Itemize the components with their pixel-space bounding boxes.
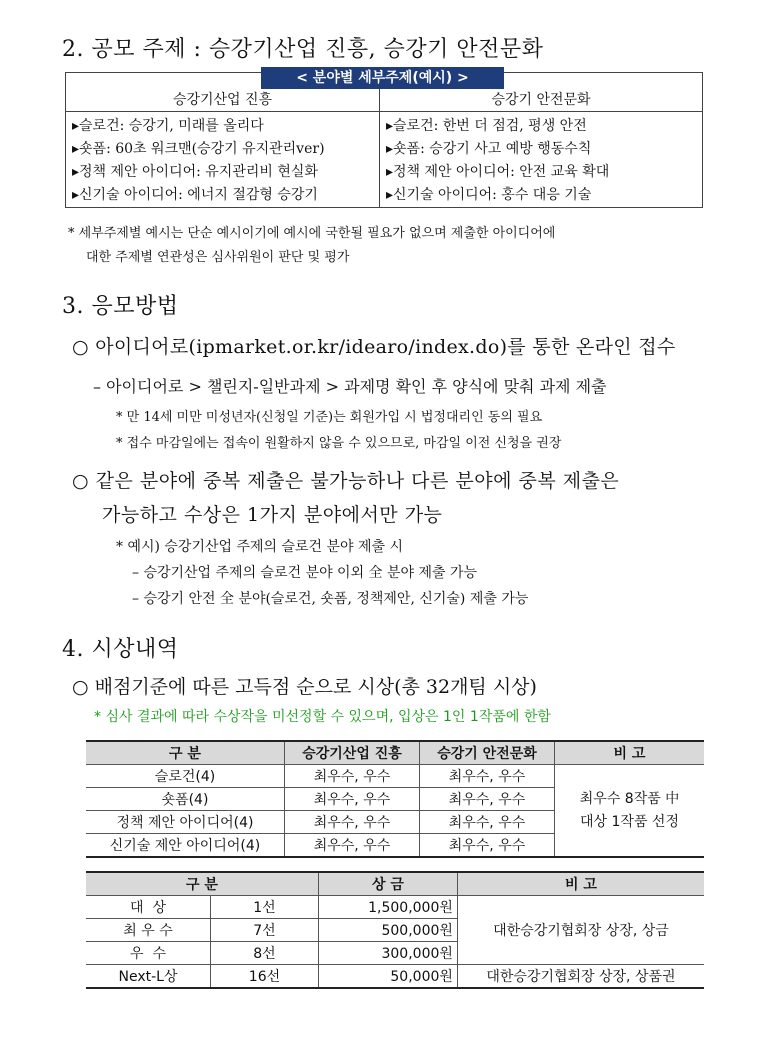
table-cell: 최우수, 우수: [285, 788, 420, 811]
table-cell: 대 상: [86, 896, 211, 919]
table-cell: 최우수, 우수: [420, 811, 555, 834]
table-cell: 16선: [211, 965, 319, 989]
example-line: – 승강기산업 주제의 슬로건 분야 이외 全 분야 제출 가능: [132, 565, 478, 581]
table-cell: Next-L상: [86, 965, 211, 989]
section-4-heading: 4. 시상내역: [62, 637, 179, 662]
table-header-row: [86, 741, 704, 765]
table-cell: 300,000원: [318, 942, 457, 965]
table-header: 승강기 안전문화: [420, 741, 555, 765]
award-category-table: [86, 740, 704, 858]
table-cell: 7선: [211, 919, 319, 942]
table-cell: 최우수, 우수: [285, 765, 420, 788]
table-header: 비 고: [555, 741, 705, 765]
table-cell: 8선: [211, 942, 319, 965]
table-cell: 최우수, 우수: [285, 834, 420, 858]
dash-submit-path: – 아이디어로 > 챌린지-일반과제 > 과제명 확인 후 양식에 맞춰 과제 제출: [93, 377, 607, 396]
table-cell: 우 수: [86, 942, 211, 965]
table-cell: 50,000원: [318, 965, 457, 989]
example-note: * 예시) 승강기산업 주제의 슬로건 분야 제출 시: [116, 539, 404, 555]
left-item: ▸숏폼: 60초 워크맨(승강기 유지관리ver): [72, 141, 325, 157]
remark-line: 최우수 8작품 中: [579, 790, 680, 807]
topic-examples-box: [65, 72, 703, 208]
table-remark-cell: [555, 765, 705, 858]
bullet-award-basis: ○ 배점기준에 따른 고득점 순으로 시상(총 32개팀 시상): [72, 676, 537, 698]
table-cell: 최우수, 우수: [420, 788, 555, 811]
bullet-duplicate: ○ 같은 분야에 중복 제출은 불가능하나 다른 분야에 중복 제출은: [72, 470, 620, 492]
note-minor: * 만 14세 미만 미성년자(신청일 기준)는 회원가입 시 법정대리인 동의 필요: [116, 410, 543, 425]
note-text: * 세부주제별 예시는 단순 예시이기에 예시에 국한될 필요가 없으며 제출한 아이디어에: [68, 226, 556, 241]
table-row: [86, 896, 704, 919]
right-item: ▸숏폼: 승강기 사고 예방 행동수칙: [386, 141, 592, 157]
note-deadline: * 접수 마감일에는 접속이 원활하지 않을 수 있으므로, 마감일 이전 신청을 권장: [116, 436, 562, 451]
table-cell: 최 우 수: [86, 919, 211, 942]
table-cell: 1선: [211, 896, 319, 919]
prize-money-table: [86, 871, 704, 989]
table-header: 구 분: [86, 741, 285, 765]
table-row: [86, 965, 704, 989]
section-2-heading: 2. 공모 주제 : 승강기산업 진흥, 승강기 안전문화: [62, 37, 544, 62]
left-item: ▸슬로건: 승강기, 미래를 올리다: [72, 118, 264, 134]
table-header-row: [86, 872, 704, 896]
table-cell: 슬로건(4): [86, 765, 285, 788]
table-cell: 최우수, 우수: [285, 811, 420, 834]
example-line: – 승강기 안전 全 분야(슬로건, 숏폼, 정책제안, 신기술) 제출 가능: [132, 591, 529, 607]
left-item: ▸정책 제안 아이디어: 유지관리비 현실화: [72, 164, 318, 180]
table-cell: 신기술 제안 아이디어(4): [86, 834, 285, 858]
section-3-heading: 3. 응모방법: [62, 294, 179, 319]
table-header: 구 분: [86, 872, 318, 896]
table-header: 승강기산업 진흥: [285, 741, 420, 765]
table-remark-cell: 대한승강기협회장 상장, 상금: [457, 896, 704, 965]
award-note: * 심사 결과에 따라 수상작을 미선정할 수 있으며, 입상은 1인 1작품에 한함: [94, 709, 551, 725]
right-item: ▸정책 제안 아이디어: 안전 교육 확대: [386, 164, 610, 180]
bullet-duplicate-cont: 가능하고 수상은 1가지 분야에서만 가능: [102, 504, 443, 526]
remark-line: 대상 1작품 선정: [580, 813, 679, 830]
left-item: ▸신기술 아이디어: 에너지 절감형 승강기: [72, 187, 318, 203]
right-item: ▸신기술 아이디어: 홍수 대응 기술: [386, 187, 592, 203]
table-cell: 정책 제안 아이디어(4): [86, 811, 285, 834]
table-header: 상 금: [318, 872, 457, 896]
table-cell: 최우수, 우수: [420, 765, 555, 788]
right-column-heading: 승강기 안전문화: [491, 92, 591, 108]
table-cell: 1,500,000원: [318, 896, 457, 919]
table-cell: 최우수, 우수: [420, 834, 555, 858]
table-row: [86, 765, 704, 788]
table-cell: 500,000원: [318, 919, 457, 942]
left-column-heading: 승강기산업 진흥: [172, 92, 273, 108]
right-item: ▸슬로건: 한번 더 점검, 평생 안전: [386, 118, 587, 134]
note-text: 대한 주제별 연관성은 심사위원이 판단 및 평가: [86, 250, 350, 265]
table-cell: 숏폼(4): [86, 788, 285, 811]
box-title: < 분야별 세부주제(예시) >: [261, 67, 504, 89]
table-header: 비 고: [457, 872, 704, 896]
table-cell: 대한승강기협회장 상장, 상품권: [457, 965, 704, 989]
bullet-online-submit: ○ 아이디어로(ipmarket.or.kr/idearo/index.do)를 통한 온라인 접수: [72, 336, 676, 358]
